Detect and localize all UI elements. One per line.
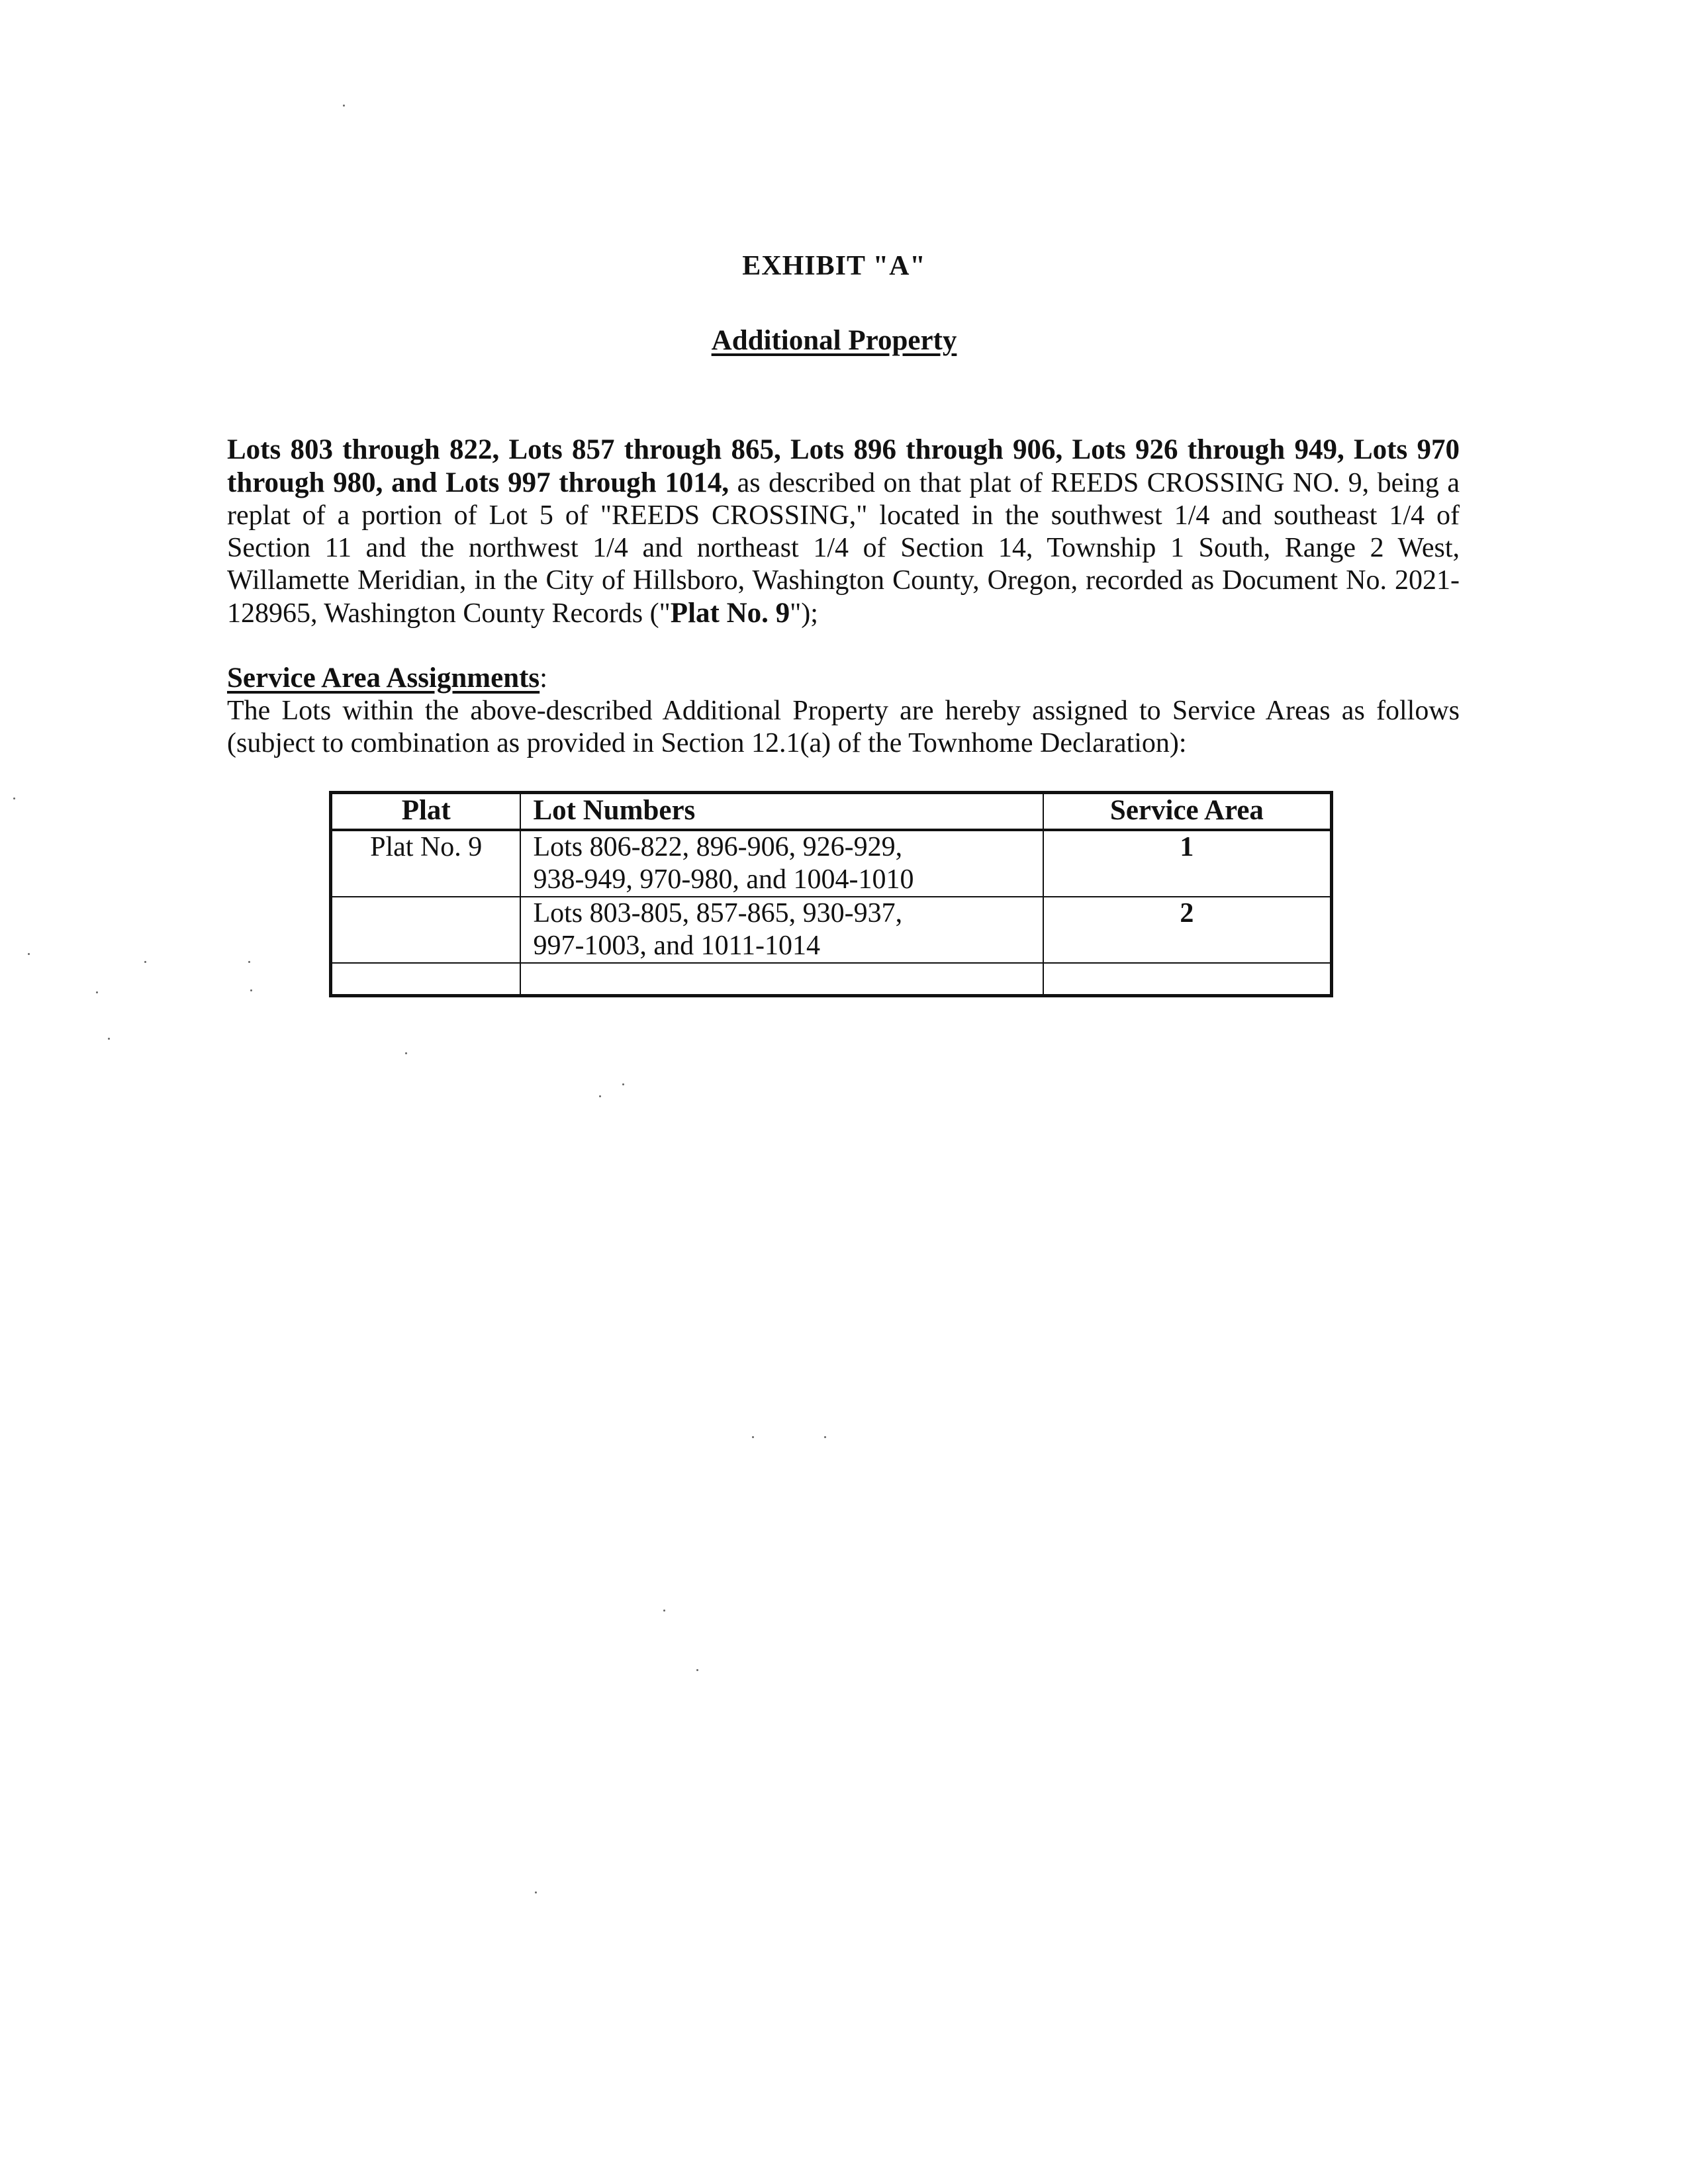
cell-lot-numbers [520,963,1043,996]
cell-lot-numbers [520,830,1043,897]
scan-speck [108,1038,110,1040]
scan-speck [96,991,98,993]
cell-plat [331,897,521,963]
plat-reference-bold: Plat No. 9 [670,598,790,629]
cell-service-area: 2 [1043,897,1332,963]
legal-description-text: as described on that plat of REEDS CROSSING NO. 9, being a replat of a portion of Lot 5 of "REEDS CROSSING," located in the southwest 1/4 and southeast 1/4 of Section 11 and the northwest 1/4 and northeast 1/4 of Section 14, Township 1 South, Range 2 West, Willamette Meridian, in the City of Hillsboro, Washington County, Oregon, recorded as Document No. 2021-128965, Washington County Records (" [227,468,1460,629]
header-service-area: Service Area [1043,793,1332,831]
service-area-intro: The Lots within the above-described Additional Property are hereby assigned to Service Areas as follows (subject to combination as provided in Section 12.1(a) of the Townhome Declaration): [227,696,1460,758]
scan-speck [248,961,250,963]
service-area-heading: Service Area Assignments [227,662,540,694]
scan-speck [622,1083,624,1085]
cell-plat [331,963,521,996]
legal-description-paragraph [227,433,1460,630]
table-header-row [331,793,1332,831]
scan-speck [405,1052,407,1054]
service-area-heading-line [227,662,547,694]
table-row [331,830,1332,897]
scan-speck [696,1669,698,1671]
service-area-heading-colon: : [539,662,548,694]
cell-plat: Plat No. 9 [331,830,521,897]
scan-speck [752,1436,754,1438]
cell-service-area: 1 [1043,830,1332,897]
scan-speck [28,953,30,955]
scan-speck [535,1891,537,1893]
lot-numbers-line: 938-949, 970-980, and 1004-1010 [533,864,914,895]
header-plat: Plat [331,793,521,831]
table-row [331,963,1332,996]
table-row [331,897,1332,963]
lots-list-bold: Lots 803 through 822, Lots 857 through 865, Lots 896 through 906, Lots 926 through 949, Lots 970 through 980, and Lots 997 through 1014, [227,434,1460,498]
cell-service-area [1043,963,1332,996]
lot-numbers-line: 997-1003, and 1011-1014 [533,931,820,961]
exhibit-title: EXHIBIT "A" [742,251,926,281]
scan-speck [144,961,146,963]
lot-numbers-line: Lots 806-822, 896-906, 926-929, [533,832,903,862]
scan-speck [13,797,15,799]
service-area-table [329,791,1333,997]
scan-speck [250,989,252,991]
legal-description-end: "); [790,598,818,629]
header-lot-numbers: Lot Numbers [520,793,1043,831]
lot-numbers-line: Lots 803-805, 857-865, 930-937, [533,898,903,929]
scan-speck [343,105,345,107]
scan-speck [663,1610,665,1612]
exhibit-subtitle: Additional Property [711,325,957,356]
cell-lot-numbers [520,897,1043,963]
scan-speck [599,1095,601,1097]
scan-speck [824,1436,826,1438]
